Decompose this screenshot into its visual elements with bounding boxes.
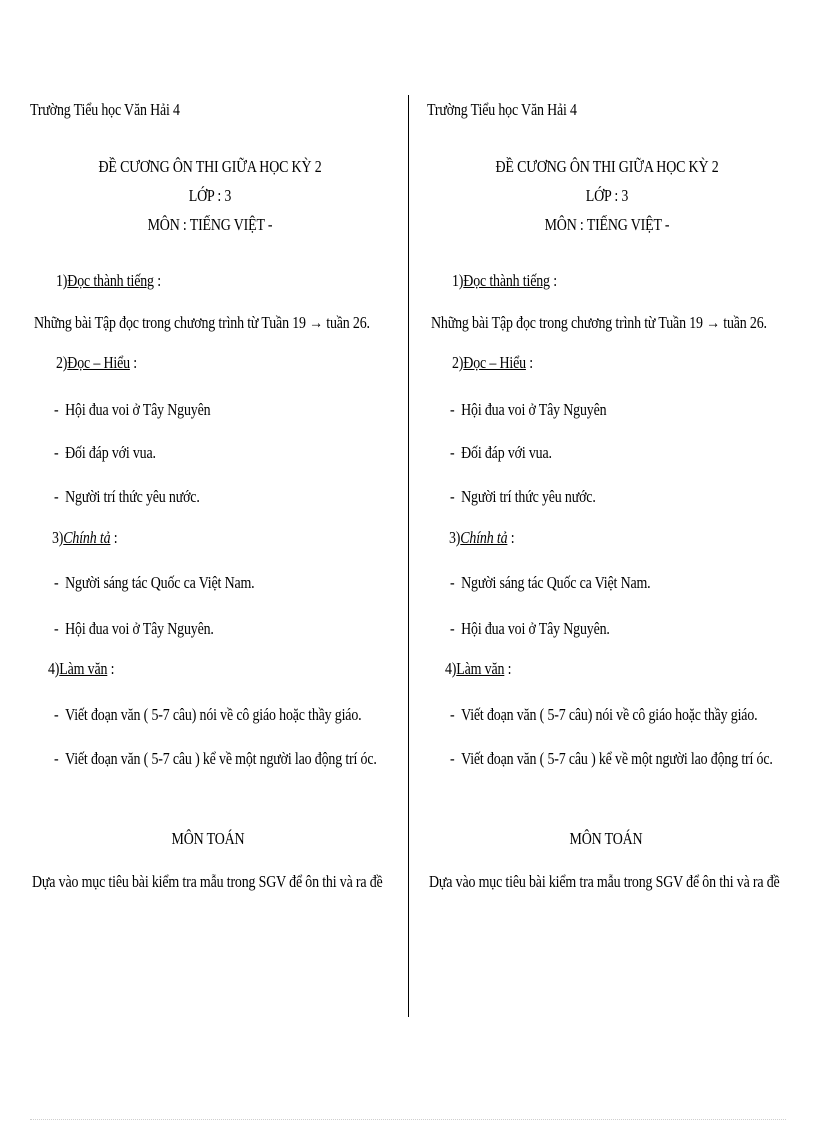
list-item: - Người sáng tác Quốc ca Việt Nam. bbox=[450, 573, 651, 592]
list-item: - Hội đua voi ở Tây Nguyên. bbox=[54, 619, 214, 638]
school-name: Trường Tiểu học Văn Hải 4 bbox=[30, 100, 180, 119]
math-heading: MÔN TOÁN bbox=[171, 829, 245, 848]
left-column bbox=[0, 0, 400, 1123]
list-item: - Viết đoạn văn ( 5-7 câu ) kể về một người lao động trí óc. bbox=[54, 749, 377, 768]
section-1-text: Những bài Tập đọc trong chương trình từ Tuần 19 → tuần 26. bbox=[34, 313, 370, 332]
section-2-heading: 2)Đọc – Hiểu : bbox=[452, 353, 533, 372]
math-text: Dựa vào mục tiêu bài kiểm tra mẫu trong SGV để ôn thi và ra đề bbox=[32, 872, 383, 891]
list-item: - Viết đoạn văn ( 5-7 câu ) kể về một người lao động trí óc. bbox=[450, 749, 773, 768]
page-bottom-border bbox=[30, 1119, 786, 1120]
math-text: Dựa vào mục tiêu bài kiểm tra mẫu trong SGV để ôn thi và ra đề bbox=[429, 872, 780, 891]
right-column bbox=[400, 0, 800, 1123]
list-item: - Hội đua voi ở Tây Nguyên bbox=[450, 400, 607, 419]
subject-label: MÔN : TIẾNG VIỆT - bbox=[147, 215, 273, 234]
list-item: - Người trí thức yêu nước. bbox=[450, 487, 596, 506]
list-item: - Người sáng tác Quốc ca Việt Nam. bbox=[54, 573, 255, 592]
list-item: - Hội đua voi ở Tây Nguyên bbox=[54, 400, 211, 419]
school-name: Trường Tiểu học Văn Hải 4 bbox=[427, 100, 577, 119]
section-1-text: Những bài Tập đọc trong chương trình từ Tuần 19 → tuần 26. bbox=[431, 313, 767, 332]
section-2-heading: 2)Đọc – Hiểu : bbox=[56, 353, 137, 372]
list-item: - Hội đua voi ở Tây Nguyên. bbox=[450, 619, 610, 638]
document-title: ĐỀ CƯƠNG ÔN THI GIỮA HỌC KỲ 2 bbox=[495, 157, 719, 176]
section-4-heading: 4)Làm văn : bbox=[48, 659, 115, 678]
subject-label: MÔN : TIẾNG VIỆT - bbox=[544, 215, 670, 234]
section-1-heading: 1)Đọc thành tiếng : bbox=[56, 271, 161, 290]
section-1-heading: 1)Đọc thành tiếng : bbox=[452, 271, 557, 290]
document-title: ĐỀ CƯƠNG ÔN THI GIỮA HỌC KỲ 2 bbox=[98, 157, 322, 176]
section-3-heading: 3)Chính tả : bbox=[52, 528, 118, 547]
list-item: - Đối đáp với vua. bbox=[450, 443, 552, 462]
class-label: LỚP : 3 bbox=[188, 186, 232, 205]
list-item: - Người trí thức yêu nước. bbox=[54, 487, 200, 506]
class-label: LỚP : 3 bbox=[585, 186, 629, 205]
math-heading: MÔN TOÁN bbox=[569, 829, 643, 848]
list-item: - Viết đoạn văn ( 5-7 câu) nói về cô giáo hoặc thầy giáo. bbox=[450, 705, 758, 724]
list-item: - Đối đáp với vua. bbox=[54, 443, 156, 462]
section-3-heading: 3)Chính tả : bbox=[449, 528, 515, 547]
list-item: - Viết đoạn văn ( 5-7 câu) nói về cô giáo hoặc thầy giáo. bbox=[54, 705, 362, 724]
section-4-heading: 4)Làm văn : bbox=[445, 659, 512, 678]
